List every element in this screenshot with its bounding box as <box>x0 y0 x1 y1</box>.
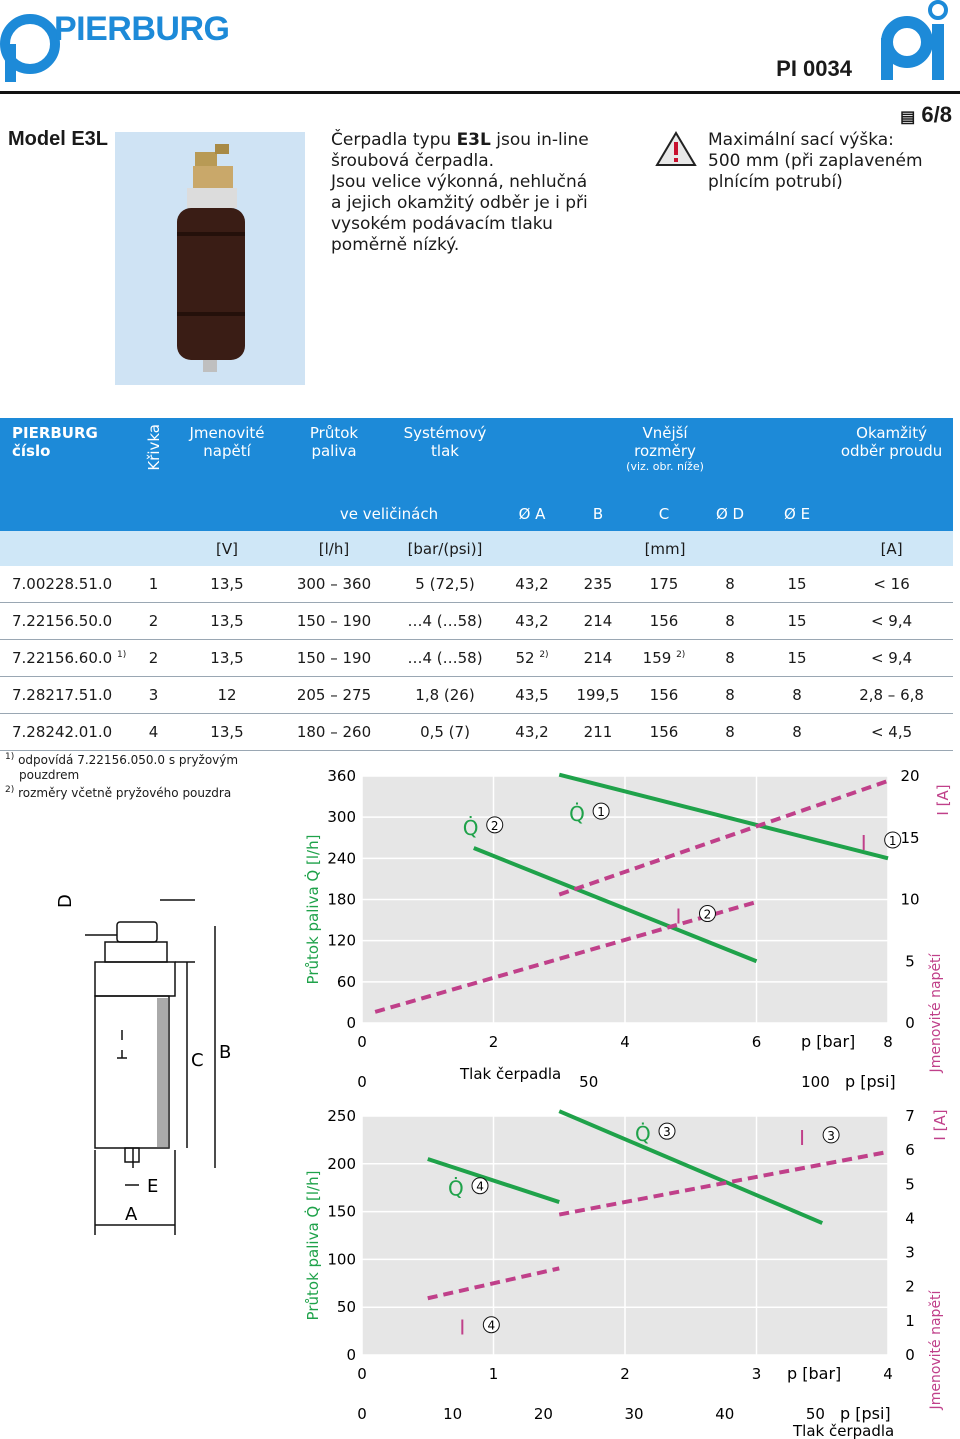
header-prutok <box>278 418 390 496</box>
series-number-label: 1 <box>597 805 605 820</box>
chart-2 <box>290 1100 960 1439</box>
header-text: PIERBURG <box>12 424 98 442</box>
pi-monogram <box>877 0 952 82</box>
y-tick-label: 300 <box>327 808 356 827</box>
header-text: Vnější <box>642 424 688 442</box>
x-tick-label: 4 <box>883 1365 893 1383</box>
y2-tick-label: 10 <box>900 890 920 909</box>
series-symbol-label: Q̇ <box>448 1176 464 1201</box>
dim-label-a: A <box>125 1204 138 1225</box>
cell-e: 15 <box>764 640 830 677</box>
unit-bar: [bar/(psi)] <box>390 531 500 566</box>
header-rozmery <box>500 418 830 496</box>
x-tick-label: 3 <box>751 1365 762 1383</box>
header-pierburg-cislo <box>0 418 131 496</box>
x2-unit-label: p [psi] <box>840 1404 891 1423</box>
x-tick-label: 2 <box>620 1365 630 1383</box>
series-symbol-label: Q̇ <box>569 802 585 827</box>
header-divider <box>0 91 960 94</box>
x2-tick-label: 20 <box>533 1405 553 1423</box>
x2-tick-label: 30 <box>624 1405 644 1423</box>
y-tick-label: 200 <box>327 1154 356 1173</box>
document-number: PI 0034 <box>776 56 852 81</box>
x-tick-label: 0 <box>357 1033 367 1051</box>
header-text: paliva <box>311 442 357 460</box>
dim-label-b: B <box>219 1042 232 1063</box>
header-text: odběr proudu <box>840 442 943 460</box>
cell-b: 235 <box>564 566 632 603</box>
y-tick-label: 0 <box>346 1346 356 1364</box>
cell-cislo: 7.28217.51.0 <box>0 677 131 714</box>
header-text: Okamžitý <box>856 424 927 442</box>
y2-tick-label: 15 <box>900 828 920 847</box>
subheader-d: Ø D <box>696 496 764 531</box>
footnote-1: $^{1)}$ odpovídá 7.22156.050.0 s pryžovým <box>5 752 239 767</box>
y2-tick-label: 0 <box>905 1346 915 1364</box>
y2-tick-label: 20 <box>900 767 920 785</box>
header-text: Systémový <box>403 424 487 442</box>
cell-krivka: 1 <box>131 566 176 603</box>
cell-prutok: 180 – 260 <box>278 714 390 751</box>
x-tick-label: 2 <box>488 1033 499 1051</box>
unit-v: [V] <box>176 531 278 566</box>
page-icon: ▤ <box>900 109 916 126</box>
x-tick-label: 8 <box>883 1033 893 1051</box>
x2-tick-label: 40 <box>715 1405 735 1423</box>
cell-napeti: 13,5 <box>176 566 278 603</box>
header-text: Jmenovité <box>189 424 265 442</box>
cell-odber: 2,8 – 6,8 <box>830 677 953 714</box>
page-number: 6/8 <box>921 102 952 127</box>
x2-tick-label: 50 <box>805 1405 825 1423</box>
chart-1 <box>290 760 960 1105</box>
subheader-a: Ø A <box>500 496 564 531</box>
cell-krivka: 2 <box>131 640 176 677</box>
series-number-label: 3 <box>663 1125 671 1140</box>
fuel-pump-photo-icon <box>115 132 305 385</box>
cell-e: 15 <box>764 603 830 640</box>
x-axis-title: Tlak čerpadla <box>793 1422 895 1439</box>
cell-tlak: 0,5 (7) <box>390 714 500 751</box>
model-title: Model E3L <box>8 128 109 150</box>
y-axis-title: Průtok paliva Q̇ [l/h] <box>304 1170 322 1321</box>
header-text: rozměry <box>634 442 696 460</box>
x-tick-label: 1 <box>488 1365 499 1383</box>
description-line: vysokém podávacím tlaku <box>331 214 553 234</box>
series-number-label: 3 <box>827 1128 835 1143</box>
warning-text <box>708 130 953 193</box>
y-tick-label: 150 <box>327 1202 356 1221</box>
cell-d: 8 <box>696 566 764 603</box>
y-axis-title: Průtok paliva Q̇ [l/h] <box>304 834 322 985</box>
cell-tlak: 5 (72,5) <box>390 566 500 603</box>
cell-a: 43,2 <box>500 603 564 640</box>
y2-tick-label: 7 <box>905 1107 915 1125</box>
footnote-2: $^{2)}$ rozměry včetně pryžového pouzdra <box>5 785 232 800</box>
y-tick-label: 60 <box>336 972 356 991</box>
y2-axis-title: I [A] <box>934 784 952 816</box>
subheader-ve-velicinach: ve veličinách <box>278 496 500 531</box>
y2-tick-label: 5 <box>905 1175 915 1194</box>
x-tick-label: 4 <box>620 1033 630 1051</box>
cell-prutok: 205 – 275 <box>278 677 390 714</box>
header-text: číslo <box>12 442 51 460</box>
cell-c: 175 <box>632 566 696 603</box>
description-line: Jsou velice výkonná, nehlučná <box>331 172 588 192</box>
cell-napeti: 12 <box>176 677 278 714</box>
y2-side-title: Jmenovité napětí <box>928 953 944 1073</box>
cell-c: 156 <box>632 603 696 640</box>
cell-b: 214 <box>564 640 632 677</box>
series-symbol-label: I <box>675 904 682 929</box>
cell-b: 214 <box>564 603 632 640</box>
cell-prutok: 300 – 360 <box>278 566 390 603</box>
y2-tick-label: 5 <box>905 952 915 971</box>
footnotes <box>5 750 265 801</box>
y-tick-label: 50 <box>336 1298 356 1317</box>
y-tick-label: 120 <box>327 931 356 950</box>
cell-napeti: 13,5 <box>176 603 278 640</box>
cell-cislo: 7.28242.01.0 <box>0 714 131 751</box>
header-text: Křivka <box>144 424 163 471</box>
cell-prutok: 150 – 190 <box>278 640 390 677</box>
description-line: a jejich okamžitý odběr je i při <box>331 193 588 213</box>
y2-tick-label: 0 <box>905 1014 915 1032</box>
dimension-drawing <box>55 880 255 1250</box>
series-number-label: 1 <box>888 833 897 848</box>
cell-napeti: 13,5 <box>176 640 278 677</box>
cell-e: 8 <box>764 677 830 714</box>
x2-tick-label: 50 <box>579 1073 599 1091</box>
product-description <box>331 130 631 256</box>
series-number-label: 2 <box>490 818 499 833</box>
description-line: Čerpadla typu E3L jsou in-line <box>331 130 589 150</box>
y2-side-title: Jmenovité napětí <box>928 1290 944 1410</box>
cell-prutok: 150 – 190 <box>278 603 390 640</box>
unit-a: [A] <box>830 531 953 566</box>
cell-a: 43,5 <box>500 677 564 714</box>
dim-label-e: E <box>147 1176 159 1197</box>
x2-tick-label: 0 <box>357 1073 367 1091</box>
subheader-c: C <box>632 496 696 531</box>
warning-line: Maximální sací výška: <box>708 130 894 150</box>
x2-unit-label: p [psi] <box>845 1072 896 1091</box>
footnote-1-cont: pouzdrem <box>19 768 80 782</box>
x-axis-title: Tlak čerpadla <box>460 1065 562 1083</box>
description-line: šroubová čerpadla. <box>331 151 495 171</box>
header-krivka <box>131 418 176 496</box>
series-symbol-label: I <box>860 830 867 855</box>
cell-d: 8 <box>696 603 764 640</box>
warning-icon <box>655 130 697 172</box>
x2-tick-label: 0 <box>357 1405 367 1423</box>
cell-odber: < 16 <box>830 566 953 603</box>
cell-tlak: …4 (…58) <box>390 640 500 677</box>
y2-tick-label: 6 <box>905 1141 915 1160</box>
y-tick-label: 100 <box>327 1250 356 1269</box>
spec-table <box>0 418 953 751</box>
unit-lh: [l/h] <box>278 531 390 566</box>
cell-krivka: 4 <box>131 714 176 751</box>
cell-b: 211 <box>564 714 632 751</box>
cell-cislo: 7.22156.50.0 <box>0 603 131 640</box>
product-photo <box>115 132 305 385</box>
series-number-label: 2 <box>703 907 712 922</box>
x-tick-label: 6 <box>751 1033 762 1051</box>
series-number-label: 4 <box>487 1318 496 1333</box>
cell-e: 8 <box>764 714 830 751</box>
x-tick-label: 0 <box>357 1365 367 1383</box>
y2-axis-title: I [A] <box>931 1109 949 1141</box>
cell-cislo: 7.22156.60.0 $^{1)}$ <box>0 640 131 677</box>
dim-label-c: C <box>191 1050 204 1071</box>
y2-tick-label: 3 <box>905 1243 915 1262</box>
header-note: (viz. obr. níže) <box>626 460 704 473</box>
cell-napeti: 13,5 <box>176 714 278 751</box>
table-row <box>0 566 953 603</box>
cell-krivka: 2 <box>131 603 176 640</box>
unit-mm: [mm] <box>500 531 830 566</box>
brand-name: PIERBURG <box>54 10 230 48</box>
pi-monogram-icon <box>877 0 952 82</box>
warning-line: plnícím potrubí) <box>708 172 843 192</box>
subheader-b: B <box>564 496 632 531</box>
table-row <box>0 714 953 751</box>
y-tick-label: 0 <box>346 1014 356 1032</box>
warning-line: 500 mm (při zaplaveném <box>708 151 923 171</box>
cell-odber: < 9,4 <box>830 603 953 640</box>
x2-tick-label: 100 <box>801 1073 830 1091</box>
series-symbol-label: Q̇ <box>462 815 479 840</box>
cell-tlak: …4 (…58) <box>390 603 500 640</box>
table-header-row <box>0 418 953 496</box>
subheader-e: Ø E <box>764 496 830 531</box>
y-tick-label: 250 <box>327 1107 356 1125</box>
table-row <box>0 603 953 640</box>
series-symbol-label: Q̇ <box>635 1122 651 1147</box>
cell-b: 199,5 <box>564 677 632 714</box>
x-unit-label: p [bar] <box>801 1032 856 1051</box>
header-text: tlak <box>431 442 459 460</box>
dim-label-d: D <box>55 894 76 908</box>
series-symbol-label: I <box>459 1315 466 1340</box>
y2-tick-label: 4 <box>905 1209 915 1228</box>
description-line: poměrně nízký. <box>331 235 460 255</box>
table-subheader-row <box>0 496 953 531</box>
cell-c: 156 <box>632 677 696 714</box>
cell-d: 8 <box>696 677 764 714</box>
cell-cislo: 7.00228.51.0 <box>0 566 131 603</box>
header-text: napětí <box>203 442 251 460</box>
table-row <box>0 677 953 714</box>
cell-a: 52 $^{2)}$ <box>500 640 564 677</box>
cell-d: 8 <box>696 714 764 751</box>
cell-d: 8 <box>696 640 764 677</box>
y-tick-label: 180 <box>327 890 356 909</box>
series-number-label: 4 <box>476 1179 484 1194</box>
header-tlak <box>390 418 500 496</box>
y2-tick-label: 1 <box>905 1311 915 1330</box>
cell-a: 43,2 <box>500 714 564 751</box>
x2-tick-label: 10 <box>443 1405 463 1423</box>
y-tick-label: 360 <box>327 767 356 785</box>
cell-e: 15 <box>764 566 830 603</box>
cell-krivka: 3 <box>131 677 176 714</box>
pierburg-p-logo-icon <box>0 4 60 84</box>
table-units-row <box>0 531 953 566</box>
cell-odber: < 4,5 <box>830 714 953 751</box>
page-indicator <box>900 102 952 128</box>
pierburg-logo <box>0 4 260 84</box>
header-text: Průtok <box>309 424 359 442</box>
y2-tick-label: 2 <box>905 1277 915 1296</box>
cell-c: 156 <box>632 714 696 751</box>
cell-odber: < 9,4 <box>830 640 953 677</box>
cell-a: 43,2 <box>500 566 564 603</box>
table-row <box>0 640 953 677</box>
header-napeti <box>176 418 278 496</box>
cell-c: 159 $^{2)}$ <box>632 640 696 677</box>
y-tick-label: 240 <box>327 849 356 868</box>
header-odber <box>830 418 953 496</box>
series-symbol-label: I <box>799 1125 806 1150</box>
cell-tlak: 1,8 (26) <box>390 677 500 714</box>
x-unit-label: p [bar] <box>787 1364 842 1383</box>
